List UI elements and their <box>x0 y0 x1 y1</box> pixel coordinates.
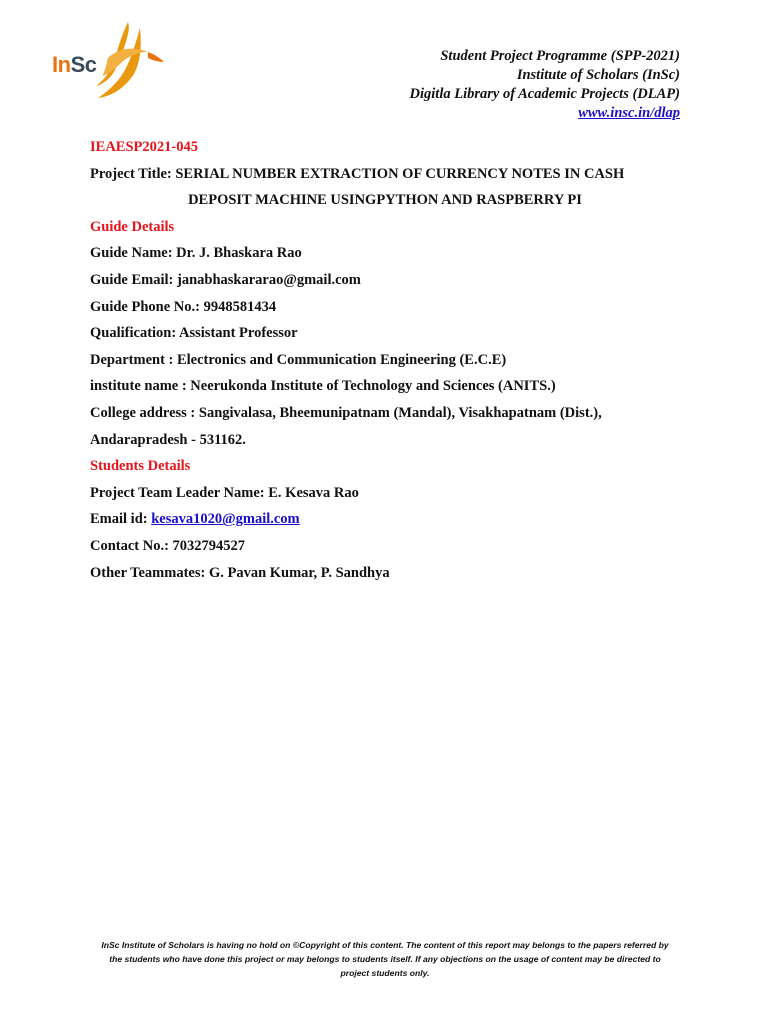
other-teammates: Other Teammates: G. Pavan Kumar, P. Sandhya <box>90 564 390 581</box>
header-institute: Institute of Scholars (InSc) <box>516 67 680 83</box>
footer-line3: project students only. <box>340 968 430 978</box>
student-email-row <box>90 506 680 533</box>
guide-address-line1: College address : Sangivalasa, Bheemunipatnam (Mandal), Visakhapatnam (Dist.), <box>90 404 602 421</box>
project-title-line2: DEPOSIT MACHINE USINGPYTHON AND RASPBERRY PI <box>188 192 582 209</box>
guide-qualification: Qualification: Assistant Professor <box>90 325 298 342</box>
guide-institute: institute name : Neerukonda Institute of Technology and Sciences (ANITS.) <box>90 378 556 395</box>
document-body <box>90 134 680 586</box>
students-heading: Students Details <box>90 458 191 475</box>
guide-department: Department : Electronics and Communication Engineering (E.C.E) <box>90 351 507 368</box>
guide-email: Guide Email: janabhaskararao@gmail.com <box>90 271 361 288</box>
footer-line2: the students who have done this project or may belongs to students itself. If any objections on the usage of content may be directed to <box>109 954 661 964</box>
page-header <box>410 47 680 123</box>
student-email-label: Email id: <box>90 511 152 528</box>
copyright-footer <box>70 938 700 980</box>
guide-phone: Guide Phone No.: 9948581434 <box>90 298 277 315</box>
student-contact: Contact No.: 7032794527 <box>90 537 246 554</box>
insc-logo <box>48 18 168 104</box>
guide-heading: Guide Details <box>90 218 175 235</box>
project-id: IEAESP2021-045 <box>90 139 198 155</box>
logo-text <box>52 52 96 78</box>
project-title-line1: Project Title: SERIAL NUMBER EXTRACTION OF CURRENCY NOTES IN CASH <box>90 165 625 182</box>
logo-text-sc: Sc <box>70 52 97 77</box>
student-email-link[interactable]: kesava1020@gmail.com <box>151 511 300 528</box>
footer-line1: InSc Institute of Scholars is having no hold on ©Copyright of this content. The content of this report may belongs to the papers referred by <box>101 940 669 950</box>
logo-text-in: In <box>52 52 71 77</box>
header-link[interactable]: www.insc.in/dlap <box>578 105 680 121</box>
team-leader: Project Team Leader Name: E. Kesava Rao <box>90 484 359 501</box>
guide-name: Guide Name: Dr. J. Bhaskara Rao <box>90 245 302 262</box>
header-library: Digitla Library of Academic Projects (DLAP) <box>409 86 680 102</box>
guide-address-line2: Andarapradesh - 531162. <box>90 431 246 448</box>
header-programme: Student Project Programme (SPP-2021) <box>440 48 680 64</box>
